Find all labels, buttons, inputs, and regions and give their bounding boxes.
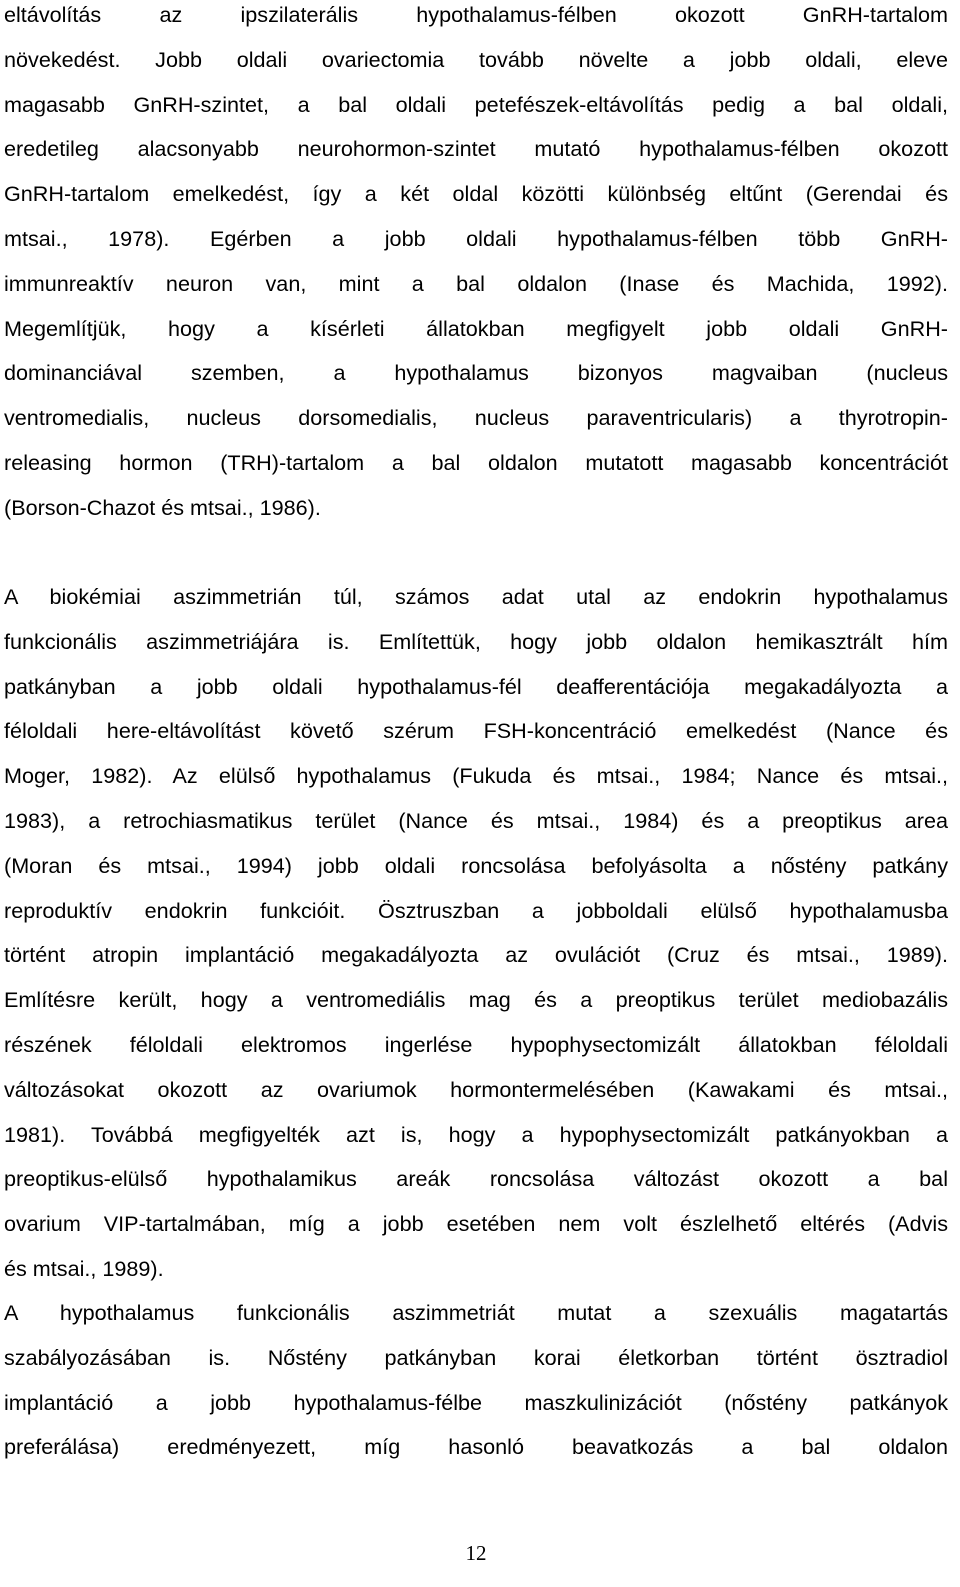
- text-line: preferálása) eredményezett, míg hasonló beavatkozás a bal oldalon: [4, 1434, 948, 1460]
- text-line: funkcionális aszimmetriájára is. Említettük, hogy jobb oldalon hemikasztrált hím: [4, 628, 948, 654]
- text-line: immunreaktív neuron van, mint a bal oldalon (Inase és Machida, 1992).: [4, 270, 948, 296]
- text-line: ventromedialis, nucleus dorsomedialis, nucleus paraventricularis) a thyrotropin-: [4, 405, 948, 431]
- paragraph-1: [4, 0, 948, 531]
- paragraph-3: [4, 1291, 948, 1470]
- text-line: 1983), a retrochiasmatikus terület (Nance és mtsai., 1984) és a preoptikus area: [4, 807, 948, 833]
- text-line: preoptikus-elülső hypothalamikus areák roncsolása változást okozott a bal: [4, 1166, 948, 1192]
- text-line: szabályozásában is. Nőstény patkányban korai életkorban történt ösztradiol: [4, 1344, 948, 1370]
- text-line: GnRH-tartalom emelkedést, így a két oldal közötti különbség eltűnt (Gerendai és: [4, 181, 948, 207]
- text-line: magasabb GnRH-szintet, a bal oldali petefészek-eltávolítás pedig a bal oldali,: [4, 91, 948, 117]
- text-line: eredetileg alacsonyabb neurohormon-szintet mutató hypothalamus-félben okozott: [4, 136, 948, 162]
- text-line: ovarium VIP-tartalmában, míg a jobb esetében nem volt észlelhető eltérés (Advis: [4, 1211, 948, 1237]
- text-line: változásokat okozott az ovariumok hormontermelésében (Kawakami és mtsai.,: [4, 1076, 948, 1102]
- text-line: féloldali here-eltávolítást követő szérum FSH-koncentráció emelkedést (Nance és: [4, 718, 948, 744]
- text-line: dominanciával szemben, a hypothalamus bizonyos magvaiban (nucleus: [4, 360, 948, 386]
- text-line: részének féloldali elektromos ingerlése hypophysectomizált állatokban féloldali: [4, 1031, 948, 1057]
- text-line: (Moran és mtsai., 1994) jobb oldali roncsolása befolyásolta a nőstény patkány: [4, 852, 948, 878]
- text-line: Megemlítjük, hogy a kísérleti állatokban megfigyelt jobb oldali GnRH-: [4, 315, 948, 341]
- text-line: Moger, 1982). Az elülső hypothalamus (Fukuda és mtsai., 1984; Nance és mtsai.,: [4, 763, 948, 789]
- text-line: történt atropin implantáció megakadályozta az ovulációt (Cruz és mtsai., 1989).: [4, 942, 948, 968]
- text-line: Említésre került, hogy a ventromediális mag és a preoptikus terület mediobazális: [4, 987, 948, 1013]
- text-line: reproduktív endokrin funkcióit. Ösztruszban a jobboldali elülső hypothalamusba: [4, 897, 948, 923]
- text-line: A hypothalamus funkcionális aszimmetriát mutat a szexuális magatartás: [4, 1300, 948, 1325]
- text-line: patkányban a jobb oldali hypothalamus-fél deafferentációja megakadályozta a: [4, 673, 948, 699]
- page-number: 12: [465, 1541, 487, 1565]
- text-line: releasing hormon (TRH)-tartalom a bal oldalon mutatott magasabb koncentrációt: [4, 449, 948, 475]
- text-line: növekedést. Jobb oldali ovariectomia tovább növelte a jobb oldali, eleve: [4, 46, 948, 72]
- text-line: (Borson-Chazot és mtsai., 1986).: [4, 494, 321, 520]
- text-line: és mtsai., 1989).: [4, 1255, 164, 1281]
- text-line: 1981). Továbbá megfigyelték azt is, hogy a hypophysectomizált patkányokban a: [4, 1121, 948, 1147]
- text-line: eltávolítás az ipszilaterális hypothalamus-félben okozott GnRH-tartalom: [4, 2, 948, 27]
- text-line: mtsai., 1978). Egérben a jobb oldali hypothalamus-félben több GnRH-: [4, 225, 948, 251]
- text-line: A biokémiai aszimmetrián túl, számos adat utal az endokrin hypothalamus: [4, 584, 948, 609]
- text-line: implantáció a jobb hypothalamus-félbe maszkulinizációt (nőstény patkányok: [4, 1389, 948, 1415]
- paragraph-2: [4, 575, 948, 1292]
